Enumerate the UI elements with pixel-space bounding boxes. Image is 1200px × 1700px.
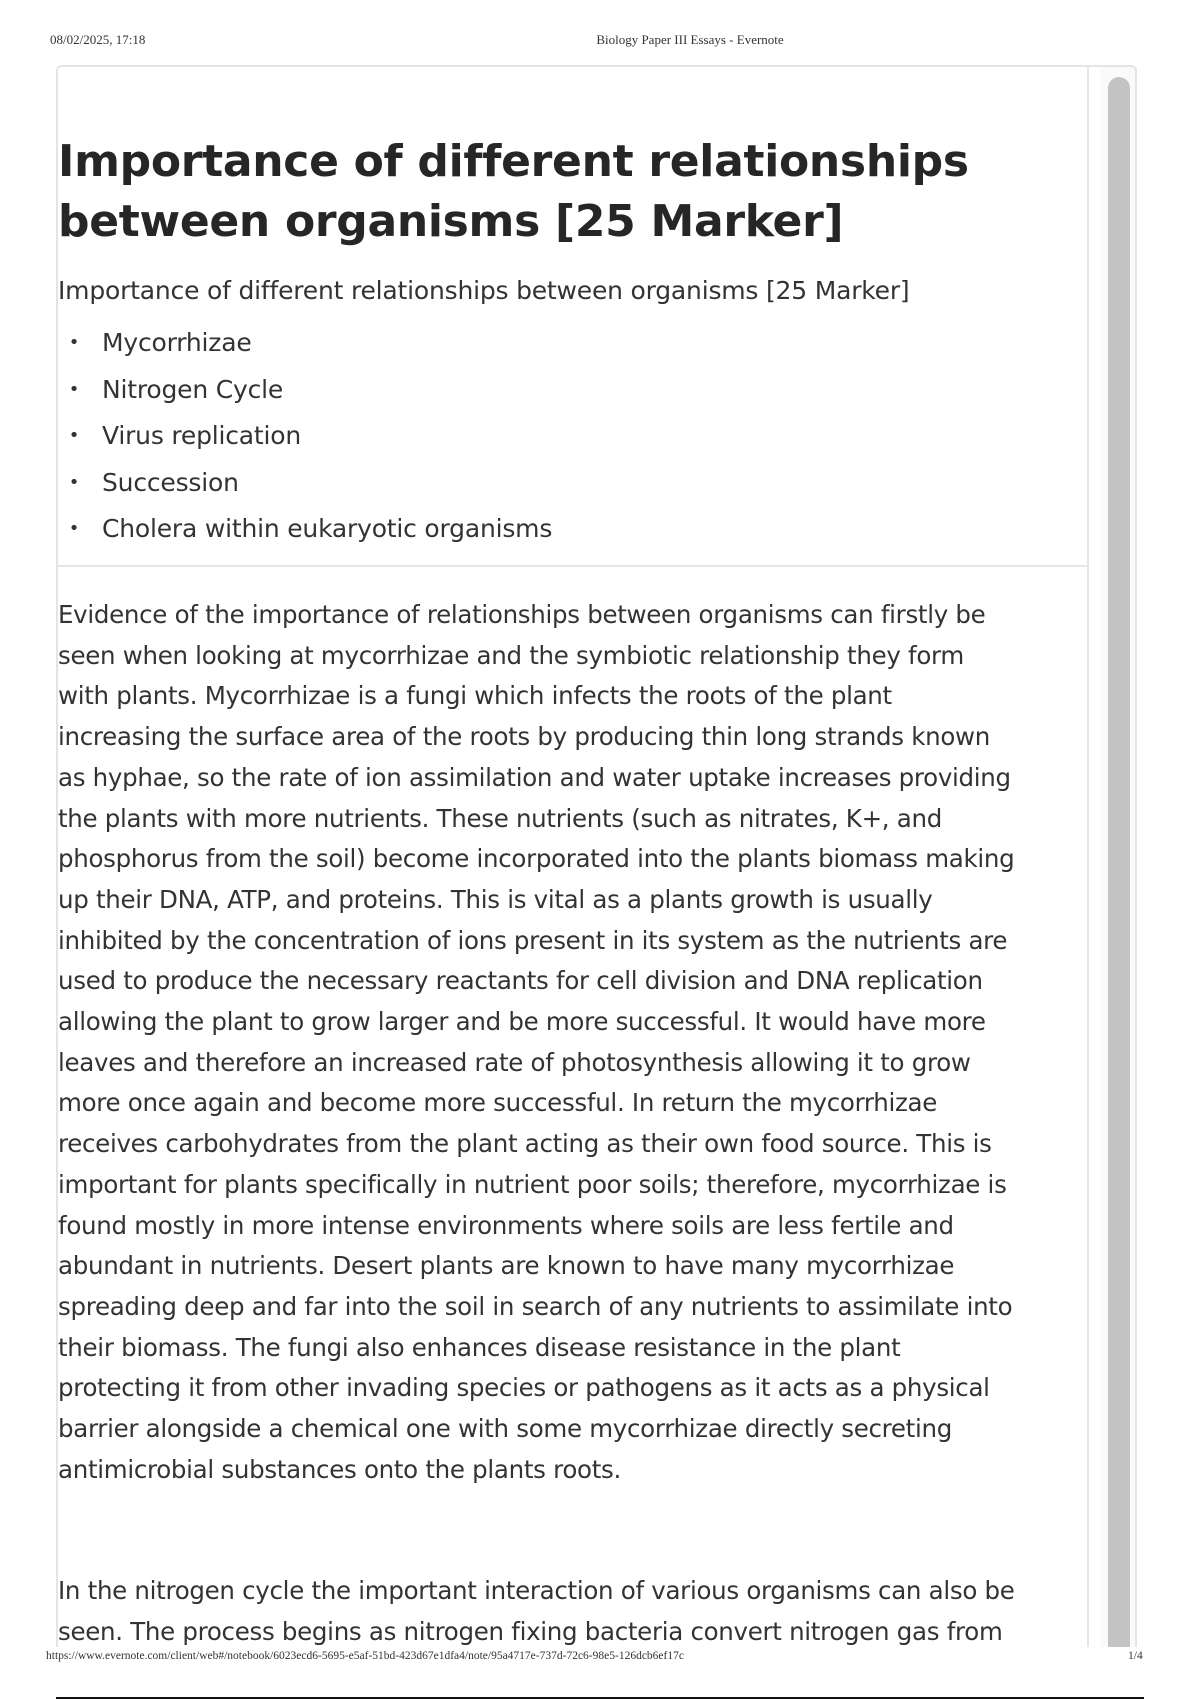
list-item: [58, 506, 1078, 553]
list-item: [58, 367, 1078, 414]
list-item: [58, 413, 1078, 460]
print-date: 08/02/2025, 17:18: [50, 32, 146, 47]
topic-label: Nitrogen Cycle: [102, 374, 284, 404]
scrollbar-thumb[interactable]: [1108, 77, 1130, 1647]
essay-paragraph: Evidence of the importance of relationships between organisms can firstly be seen when looking at mycorrhizae and the symbiotic relationship they form with plants. Mycorrhizae is a fungi which infects the roots of the plant increasing the surface area of the roots by producing thin long strands known as hyphae, so the rate of ion assimilation and water uptake increases providing the plants with more nutrients. These nutrients (such as nitrates, K+, and phosphorus from the soil) become incorporated into the plants biomass making up their DNA, ATP, and proteins. This is vital as a plants growth is usually inhibited by the concentration of ions present in its system as the nutrients are used to produce the necessary reactants for cell division and DNA replication allowing the plant to grow larger and be more successful. It would have more leaves and therefore an increased rate of photosynthesis allowing it to grow more once again and become more successful. In return the mycorrhizae receives carbohydrates from the plant acting as their own food source. This is important for plants specifically in nutrient poor soils; therefore, mycorrhizae is found mostly in more intense environments where soils are less fertile and abundant in nutrients. Desert plants are known to have many mycorrhizae spreading deep and far into the soil in search of any nutrients to assimilate into their biomass. The fungi also enhances disease resistance in the plant protecting it from other invading species or pathogens as it acts as a physical barrier alongside a chemical one with some mycorrhizae directly secreting antimicrobial substances onto the plants roots.: [58, 600, 1015, 1484]
page-number: 1/4: [1128, 1650, 1143, 1662]
list-item: [58, 460, 1078, 507]
list-item: [58, 320, 1078, 367]
bullet-icon: •: [68, 518, 80, 539]
topic-label: Succession: [102, 467, 239, 497]
note-subtitle: Importance of different relationships between organisms [25 Marker]: [58, 276, 910, 305]
print-url: https://www.evernote.com/client/web#/notebook/6023ecd6-5695-e5af-51bd-423d67e1dfa4/note/95a4717e-737d-72c6-98e5-126dcb6ef17c: [46, 1650, 684, 1662]
note-title: Importance of different relationships between organisms [25 Marker]: [58, 136, 969, 247]
bullet-icon: •: [68, 471, 80, 493]
print-header: [0, 30, 1200, 50]
essay-body: [58, 595, 1086, 1647]
note-content: [58, 67, 1089, 1647]
print-document-title: Biology Paper III Essays - Evernote: [596, 32, 784, 47]
topic-label: Cholera within eukaryotic organisms: [102, 514, 553, 543]
bullet-icon: •: [68, 425, 80, 446]
scrollbar-track[interactable]: [1100, 67, 1135, 1647]
topic-label: Virus replication: [102, 421, 302, 450]
bullet-icon: •: [68, 332, 80, 353]
note-viewer: [56, 65, 1137, 1647]
footer-rule: [56, 1697, 1144, 1699]
topic-label: Mycorrhizae: [102, 328, 252, 357]
print-footer: [0, 1650, 1200, 1670]
bullet-icon: •: [68, 378, 80, 400]
essay-paragraph: In the nitrogen cycle the important interaction of various organisms can also be seen. The process begins as nitrogen fixing bacteria convert nitrogen gas from: [58, 1576, 1015, 1647]
topic-list: [58, 320, 1078, 553]
section-divider: [58, 565, 1087, 567]
